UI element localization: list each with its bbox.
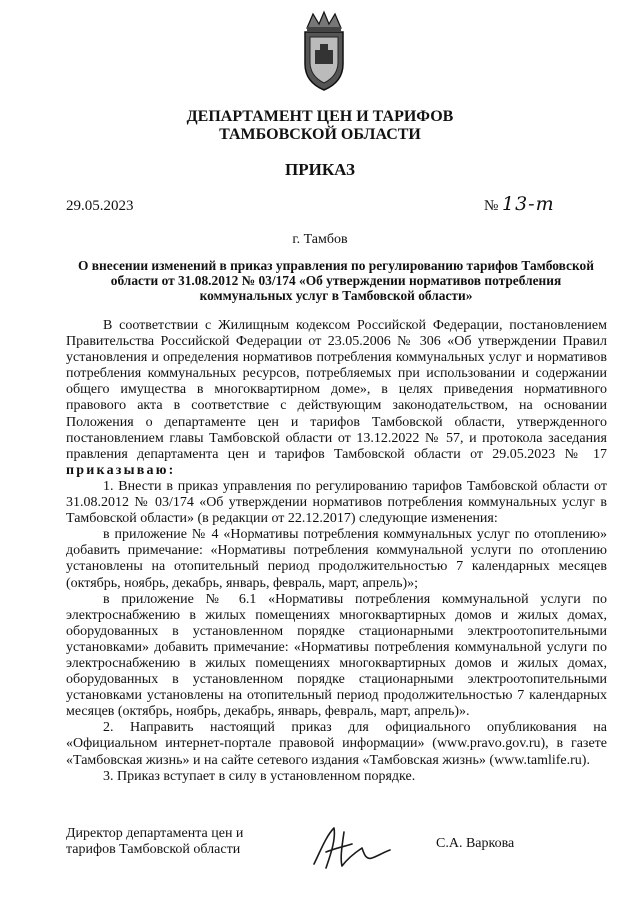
department-line-2: ТАМБОВСКОЙ ОБЛАСТИ bbox=[219, 126, 421, 143]
item-1: 1. Внести в приказ управления по регулированию тарифов Тамбовской области от 31.08.2012 № 03/174 «Об утверждении нормативов потребления коммунальных услуг в Тамбовской области» (в редакции от 22.12.2017) следующие изменения: bbox=[66, 478, 607, 527]
handwritten-signature-icon bbox=[306, 822, 392, 874]
order-heading: О внесении изменений в приказ управления по регулированию тарифов Тамбовской области от 31.08.2012 № 03/174 «Об утверждении нормативов потребления коммунальных услуг в Тамбовской области» bbox=[78, 258, 594, 303]
signer-position bbox=[66, 826, 243, 858]
tambov-coat-of-arms-icon bbox=[295, 10, 353, 92]
order-date: 29.05.2023 bbox=[66, 198, 134, 214]
department-name bbox=[0, 108, 640, 144]
item-1-appendix-6-1: в приложение № 6.1 «Нормативы потребления коммунальной услуги по электроснабжению в жилых помещениях многоквартирных домов и жилых домах, оборудованных в установленном порядке стационарными электроотопительными установками» добавить примечание: «Нормативы потребления коммунальной услуги по электроснабжению в жилых помещениях многоквартирных домов и жилых домах, оборудованных в установленном порядке стационарными электроотопительными установками установлены на отопительный период продолжительностью 7 календарных месяцев (октябрь, ноябрь, декабрь, январь, февраль, март, апрель)». bbox=[66, 591, 607, 720]
item-1-appendix-4: в приложение № 4 «Нормативы потребления коммунальных услуг по отоплению» добавить примечание: «Нормативы потребления коммунальной услуги по отоплению установлены на отопительный период продолжительностью 7 календарных месяцев (октябрь, ноябрь, декабрь, январь, февраль, март, апрель)»; bbox=[66, 527, 607, 591]
item-2: 2. Направить настоящий приказ для официального опубликования на «Официальном интернет-портале правовой информации» (www.pravo.gov.ru), в газете «Тамбовская жизнь» и на сайте сетевого издания «Тамбовская жизнь» (www.tamlife.ru). bbox=[66, 720, 607, 768]
city: г. Тамбов bbox=[292, 232, 348, 247]
preamble-verb: приказываю: bbox=[66, 462, 176, 478]
order-body bbox=[66, 318, 607, 785]
signer-name: С.А. Варкова bbox=[436, 836, 515, 851]
department-line-1: ДЕПАРТАМЕНТ ЦЕН И ТАРИФОВ bbox=[186, 108, 454, 125]
item-3: 3. Приказ вступает в силу в установленном порядке. bbox=[103, 768, 416, 784]
order-number-handwritten: 13-т bbox=[502, 193, 555, 215]
signer-position-line-1: Директор департамента цен и bbox=[66, 826, 244, 841]
order-number-label: № bbox=[484, 198, 499, 214]
preamble-text: В соответствии с Жилищным кодексом Российской Федерации, постановлением Правительства Российской Федерации от 23.05.2006 № 306 «Об утверждении Правил установления и определения нормативов потребления коммунальных услуг и нормативов потребления коммунальных ресурсов, потребляемых при использовании и содержании общего имущества в многоквартирном доме», в целях приведения нормативного правового акта в соответствие с действующим законодательством, на основании Положения о департаменте цен и тарифов Тамбовской области, утвержденного постановлением главы Тамбовской области от 13.12.2022 № 57, и протокола заседания правления департамента цен и тарифов Тамбовской области от 29.05.2023 № 17 bbox=[66, 318, 607, 462]
document-type: ПРИКАЗ bbox=[285, 160, 355, 179]
signer-position-line-2: тарифов Тамбовской области bbox=[66, 842, 241, 857]
preamble-paragraph bbox=[66, 318, 607, 479]
